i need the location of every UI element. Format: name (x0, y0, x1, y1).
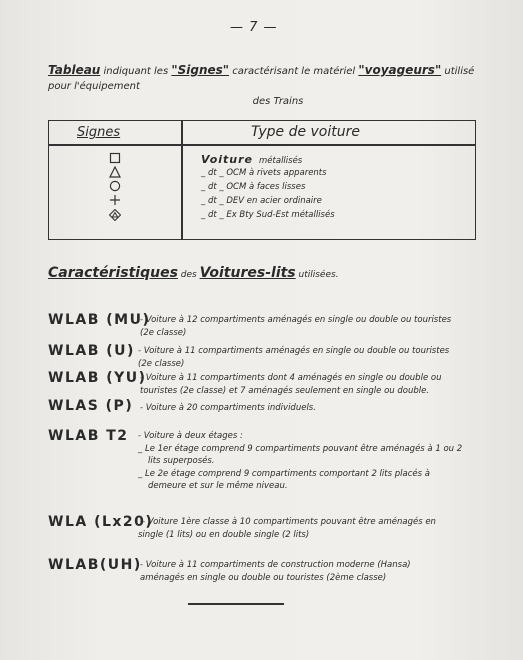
title-line-2: des Trains (252, 96, 304, 107)
table-column-divider (181, 121, 183, 239)
row-text: _ dt _ DEV en acier ordinaire (201, 196, 322, 206)
title-word-signes: "Signes" (171, 63, 230, 77)
car-description: - Voiture à 12 compartiments aménagés en single ou double ou touristes (2e classe) (140, 315, 452, 338)
title-text-3: utilisé pour l'équipement (48, 66, 475, 92)
section-word-caracteristiques: Caractéristiques (48, 265, 178, 281)
triangle-icon (107, 166, 123, 180)
car-description: - Voiture à 11 compartiments de construction moderne (Hansa) aménagés en single ou double ou touristes (2ème classe) (140, 560, 411, 583)
row-lead: Voiture (201, 153, 254, 166)
car-code: WLAB T2 (48, 428, 129, 444)
table-row (201, 168, 327, 178)
table-row (201, 210, 335, 220)
car-code: WLAB(UH) (48, 557, 142, 573)
car-description: - Voiture à 20 compartiments individuels. (140, 403, 316, 413)
row-text: métallisés (259, 156, 303, 166)
table-header-type: Type de voiture (251, 124, 360, 140)
signs-table (48, 120, 476, 240)
car-description: - Voiture à 11 compartiments dont 4 aménagés en single ou double ou touristes (2e classe) et 7 aménagés seulement en single ou double. (140, 373, 442, 396)
title-text-2: caractérisant le matériel (229, 66, 359, 77)
table-header-divider (49, 144, 475, 146)
car-description: - Voiture à 11 compartiments aménagés en single ou double ou touristes (2e classe) (138, 346, 450, 369)
car-description: - Voiture à deux étages : _ Le 1er étage comprend 9 compartiments pouvant être aménagés à 1 ou 2 lits superposés. _ Le 2e étage comprend 9 compartiments comportant 2 lits placés à demeure et sur le même niveau. (138, 431, 463, 491)
section-text-mid: des (177, 270, 200, 280)
table-header-signs: Signes (77, 125, 121, 140)
table-row (201, 182, 305, 192)
title-word-tableau: Tableau (48, 63, 101, 77)
circle-icon (107, 180, 123, 194)
car-code: WLAB (YU) (48, 370, 147, 386)
car-description: - Voiture 1ère classe à 10 compartiments pouvant être aménagés en single (1 lits) ou en double single (2 lits) (138, 517, 436, 540)
title-word-voyageurs: "voyageurs" (358, 63, 442, 77)
triangle-in-diamond-icon (107, 209, 123, 223)
row-text: _ dt _ OCM à rivets apparents (201, 168, 327, 178)
square-icon (107, 152, 123, 166)
closing-rule (188, 603, 284, 605)
section-heading (48, 265, 339, 281)
car-code: WLAB (U) (48, 343, 135, 359)
page-number: — 7 — (230, 20, 278, 35)
row-text: _ dt _ OCM à faces lisses (201, 182, 306, 192)
page-title (48, 63, 488, 109)
title-text-1: indiquant les (100, 66, 172, 77)
section-word-voitures-lits: Voitures-lits (199, 265, 296, 281)
section-text-tail: utilisées. (295, 270, 339, 280)
car-code: WLA (Lx20) (48, 514, 154, 530)
car-code: WLAS (P) (48, 398, 134, 414)
table-row (201, 153, 302, 166)
row-text: _ dt _ Ex Bty Sud-Est métallisés (201, 210, 335, 220)
car-code: WLAB (MU) (48, 312, 151, 328)
plus-icon (107, 194, 123, 208)
table-row (201, 196, 322, 206)
